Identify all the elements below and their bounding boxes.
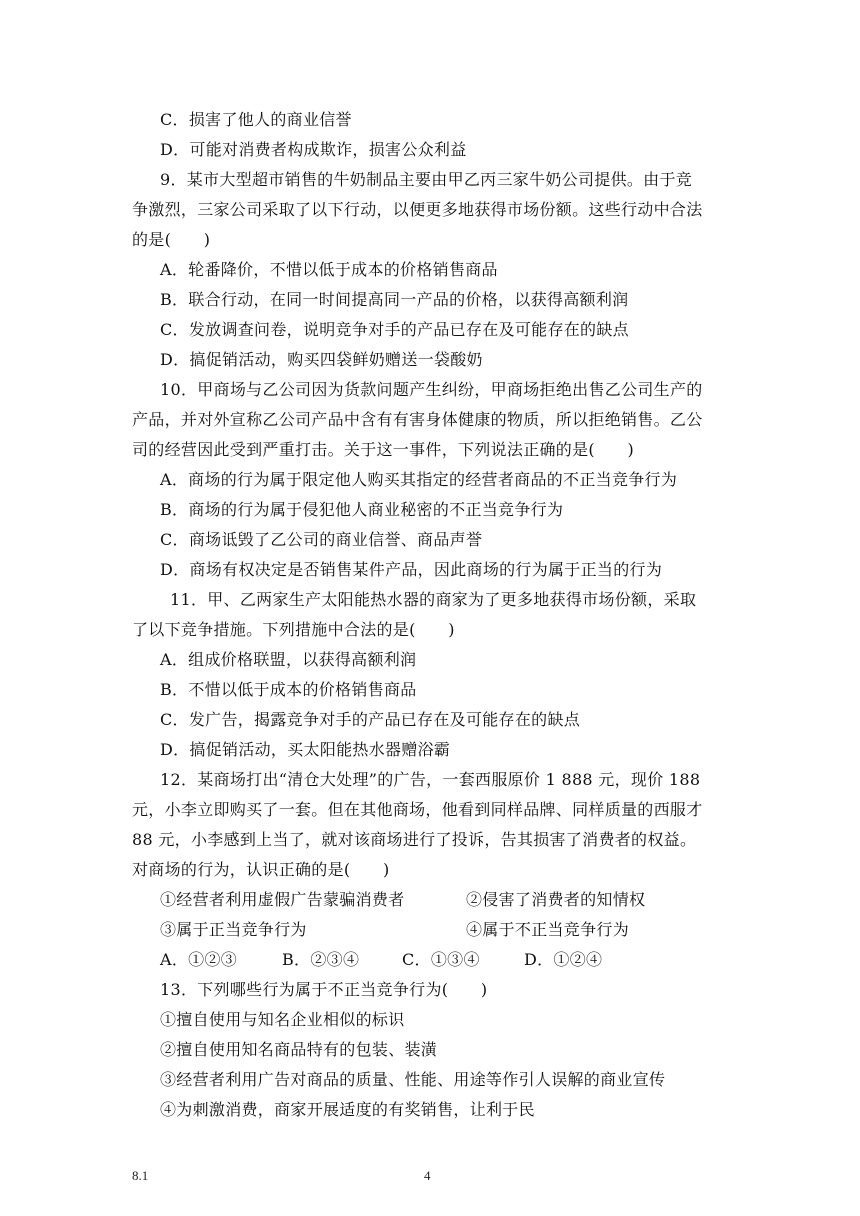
statement-12-3: ③属于正当竞争行为 — [160, 920, 307, 939]
question-9-line-1: 9．某市大型超市销售的牛奶制品主要由甲乙丙三家牛奶公司提供。由于竞 — [160, 170, 693, 189]
question-13: 13．下列哪些行为属于不正当竞争行为( ) — [160, 980, 488, 999]
option-10b: B．商场的行为属于侵犯他人商业秘密的不正当竞争行为 — [160, 500, 564, 519]
option-11b: B．不惜以低于成本的价格销售商品 — [160, 680, 417, 699]
option-12a: A．①②③ — [160, 950, 238, 969]
question-9-line-3: 的是( ) — [132, 230, 211, 249]
statement-13-3: ③经营者利用广告对商品的质量、性能、用途等作引人误解的商业宣传 — [160, 1070, 666, 1089]
statement-12-4: ④属于不正当竞争行为 — [466, 920, 630, 939]
statement-13-4: ④为刺激消费，商家开展适度的有奖销售，让利于民 — [160, 1100, 535, 1119]
question-10-line-2: 产品，并对外宣称乙公司产品中含有有害身体健康的物质，所以拒绝销售。乙公 — [132, 410, 703, 429]
option-11c: C．发广告，揭露竞争对手的产品已存在及可能存在的缺点 — [160, 710, 581, 729]
option-10c: C．商场诋毁了乙公司的商业信誉、商品声誉 — [160, 530, 483, 549]
option-10a: A．商场的行为属于限定他人购买其指定的经营者商品的不正当竞争行为 — [160, 470, 678, 489]
question-12-line-2: 元，小李立即购买了一套。但在其他商场，他看到同样品牌、同样质量的西服才 — [132, 800, 703, 819]
option-9a: A．轮番降价，不惜以低于成本的价格销售商品 — [160, 260, 498, 279]
option-10d: D．商场有权决定是否销售某件产品，因此商场的行为属于正当的行为 — [160, 560, 663, 579]
statement-13-2: ②擅自使用知名商品特有的包装、装潢 — [160, 1040, 438, 1059]
question-12-line-4: 对商场的行为，认识正确的是( ) — [132, 860, 390, 879]
page-number: 4 — [424, 1168, 431, 1183]
question-10-line-1: 10．甲商场与乙公司因为货款问题产生纠纷，甲商场拒绝出售乙公司生产的 — [160, 380, 703, 399]
option-12d: D．①②④ — [524, 950, 603, 969]
option-12c: C．①③④ — [402, 950, 480, 969]
statement-12-2: ②侵害了消费者的知情权 — [466, 890, 646, 909]
question-11-line-1: 11．甲、乙两家生产太阳能热水器的商家为了更多地获得市场份额，采取 — [170, 590, 697, 609]
statement-12-1: ①经营者利用虚假广告蒙骗消费者 — [160, 890, 405, 909]
question-12-line-1: 12．某商场打出“清仓大处理”的广告，一套西服原价 1 888 元，现价 188 — [160, 770, 701, 789]
question-10-line-3: 司的经营因此受到严重打击。关于这一事件，下列说法正确的是( ) — [132, 440, 635, 459]
option-11a: A．组成价格联盟，以获得高额利润 — [160, 650, 417, 669]
question-9-line-2: 争激烈，三家公司采取了以下行动，以便更多地获得市场份额。这些行动中合法 — [132, 200, 703, 219]
option-8d: D．可能对消费者构成欺诈，损害公众利益 — [160, 140, 467, 159]
option-9b: B．联合行动，在同一时间提高同一产品的价格，以获得高额利润 — [160, 290, 629, 309]
statement-13-1: ①擅自使用与知名企业相似的标识 — [160, 1010, 405, 1029]
option-9d: D．搞促销活动，购买四袋鲜奶赠送一袋酸奶 — [160, 350, 483, 369]
option-9c: C．发放调查问卷，说明竞争对手的产品已存在及可能存在的缺点 — [160, 320, 629, 339]
question-12-line-3: 88 元，小李感到上当了，就对该商场进行了投诉，告其损害了消费者的权益。 — [132, 830, 697, 849]
option-11d: D．搞促销活动，买太阳能热水器赠浴霸 — [160, 740, 451, 759]
question-11-line-2: 了以下竞争措施。下列措施中合法的是( ) — [132, 620, 455, 639]
option-8c: C．损害了他人的商业信誉 — [160, 110, 352, 129]
footer-left-label: 8.1 — [132, 1168, 149, 1183]
option-12b: B．②③④ — [282, 950, 360, 969]
